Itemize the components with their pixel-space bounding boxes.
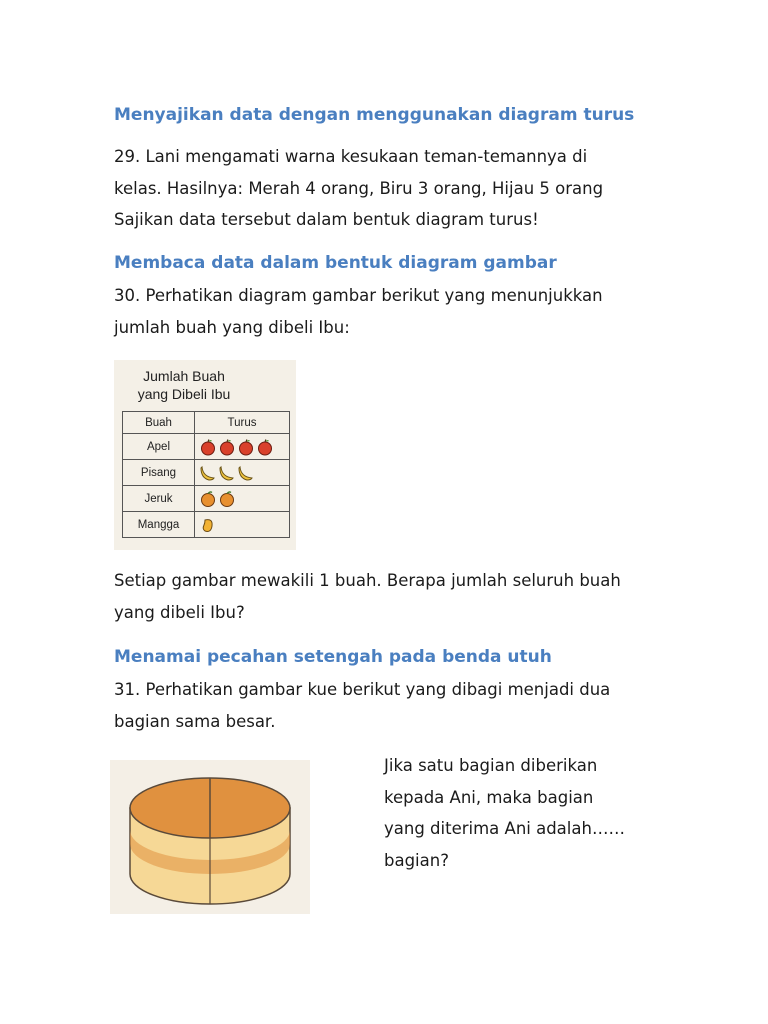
- apple-icon: [199, 438, 217, 456]
- icon-cell: [199, 434, 289, 459]
- cake-figure: [110, 760, 310, 914]
- banana-icon: [237, 464, 255, 482]
- table-row: [123, 512, 290, 538]
- row-label: Mangga: [123, 512, 195, 538]
- question-31: 31. Perhatikan gambar kue berikut yang dibagi menjadi dua bagian sama besar.: [114, 680, 611, 731]
- question-30-followup: Setiap gambar mewakili 1 buah. Berapa jumlah seluruh buah yang dibeli Ibu?: [114, 571, 621, 622]
- cake-icon: [110, 760, 310, 914]
- apple-icon: [256, 438, 274, 456]
- col-header-tally: Turus: [195, 412, 290, 434]
- orange-icon: [199, 490, 217, 508]
- col-header-fruit: Buah: [123, 412, 195, 434]
- icon-cell: [199, 460, 289, 485]
- apple-icon: [218, 438, 236, 456]
- heading-tally-diagram: Menyajikan data dengan menggunakan diagram turus: [114, 105, 635, 125]
- question-30: 30. Perhatikan diagram gambar berikut yang menunjukkan jumlah buah yang dibeli Ibu:: [114, 286, 603, 337]
- heading-half-fraction: Menamai pecahan setengah pada benda utuh: [114, 647, 552, 667]
- heading-picture-diagram: Membaca data dalam bentuk diagram gambar: [114, 253, 557, 273]
- pictogram-table: [122, 411, 290, 538]
- table-row: [123, 460, 290, 486]
- row-label: Apel: [123, 434, 195, 460]
- banana-icon: [199, 464, 217, 482]
- row-label: Jeruk: [123, 486, 195, 512]
- table-row: [123, 486, 290, 512]
- row-label: Pisang: [123, 460, 195, 486]
- mango-icon: [199, 516, 217, 534]
- question-29: 29. Lani mengamati warna kesukaan teman-temannya di kelas. Hasilnya: Merah 4 orang, Biru 3 orang, Hijau 5 orang Sajikan data tersebut dalam bentuk diagram turus!: [114, 147, 604, 229]
- icon-cell: [199, 512, 289, 537]
- question-31-prompt: Jika satu bagian diberikan kepada Ani, maka bagian yang diterima Ani adalah…… bagian?: [384, 756, 625, 870]
- icon-cell: [199, 486, 289, 511]
- orange-icon: [218, 490, 236, 508]
- banana-icon: [218, 464, 236, 482]
- table-row: [123, 434, 290, 460]
- pictogram-figure: [114, 360, 296, 550]
- pictogram-title: Jumlah Buah yang Dibeli Ibu: [137, 368, 231, 402]
- apple-icon: [237, 438, 255, 456]
